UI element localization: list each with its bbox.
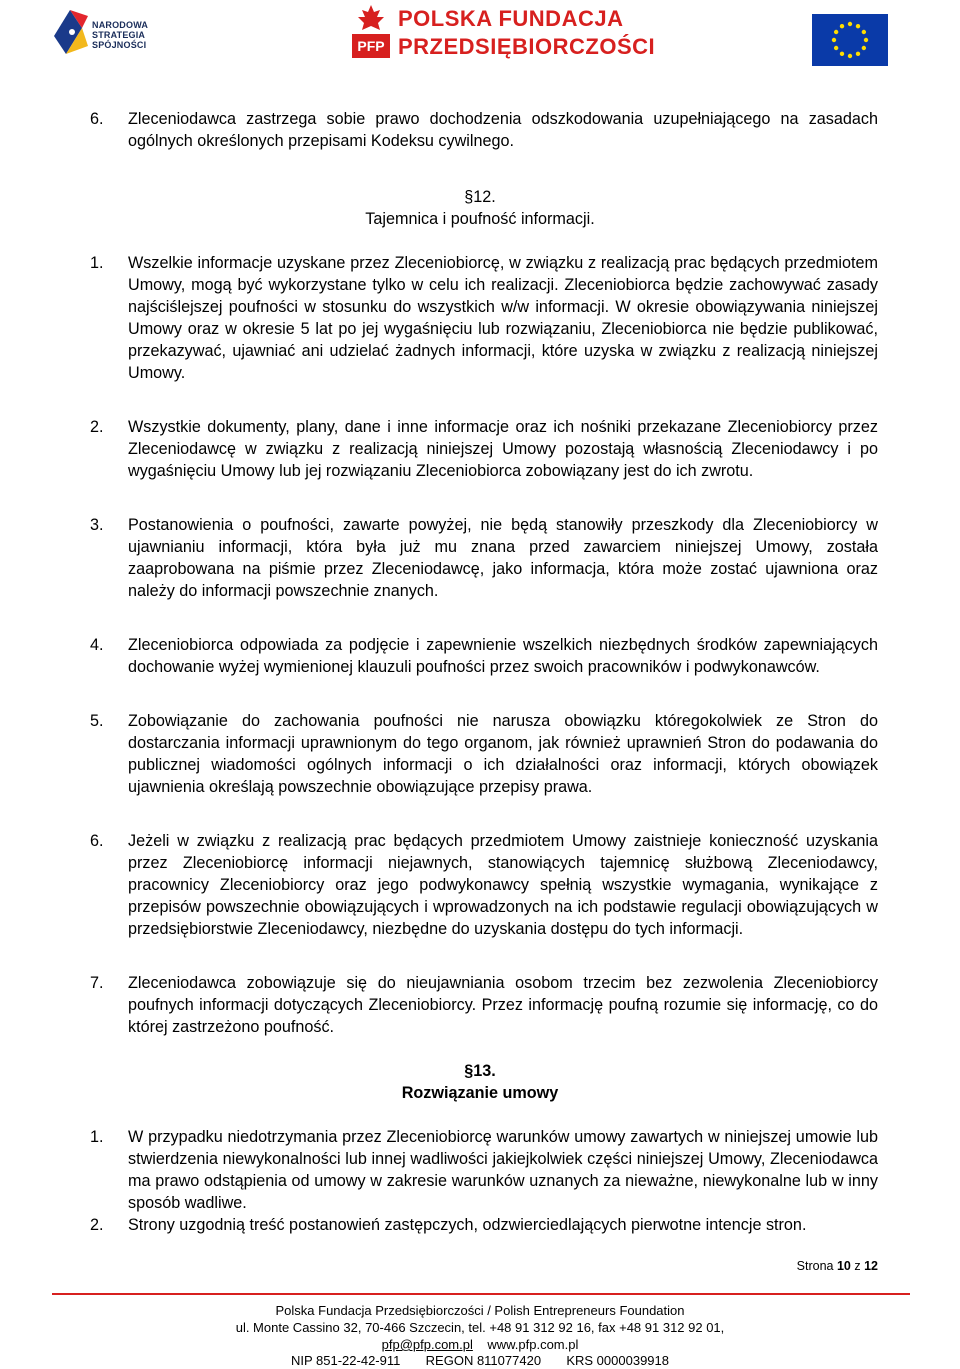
list-item-number: 5. bbox=[90, 712, 104, 730]
list-item-number: 3. bbox=[90, 516, 104, 534]
logo-pfp bbox=[352, 4, 656, 62]
footer-line2: ul. Monte Cassino 32, 70-466 Szczecin, tel. +48 91 312 92 16, fax +48 91 312 92 01, bbox=[235, 1320, 725, 1335]
list-item-text: Zleceniodawca zobowiązuje się do nieujawniania osobom trzecim bez zezwolenia Zleceniobiorcy poufnych informacji dotyczących Zleceniobiorcy. Przez informację poufną rozumie się informację, co do której zastrzeżono poufność. bbox=[128, 974, 878, 1036]
list-item bbox=[90, 416, 878, 482]
eu-star bbox=[848, 54, 852, 58]
list-item-text: Postanowienia o poufności, zawarte powyżej, nie będą stanowiły przeszkody dla Zleceniobiorcy w ujawnianiu informacji, która była już mu znana przed zawarciem niniejszej Umowy, została zaaprobowana na piśmie przez Zleceniodawcę, jako informacja, która może zostać ujawniona oraz należy do informacji powszechnie znanych. bbox=[128, 516, 878, 600]
pfp-mark: PFP bbox=[352, 34, 390, 58]
list-item bbox=[90, 1126, 878, 1214]
list-item bbox=[90, 252, 878, 384]
footer-email-link[interactable]: pfp@pfp.com.pl bbox=[381, 1337, 473, 1352]
eu-star bbox=[834, 30, 838, 34]
list-item bbox=[90, 710, 878, 798]
page-sep: z bbox=[854, 1259, 861, 1273]
page-current: 10 bbox=[836, 1259, 851, 1273]
list-item-text: Wszystkie dokumenty, plany, dane i inne informacje oraz ich nośniki przekazane Zleceniobiorcy przez Zleceniodawcę w związku z realizacją niniejszej Umowy pozostają własnością Zleceniodawcy i po wygaśnięciu Umowy lub jej rozwiązaniu Zleceniobiorca zobowiązany jest do ich zwrotu. bbox=[128, 418, 878, 480]
list-item-text: Wszelkie informacje uzyskane przez Zleceniobiorcę, w związku z realizacją prac będących przedmiotem Umowy, mogą być wykorzystane tylko w celu ich realizacji. Zleceniobiorca będzie zachowywać zasady najściślejszej poufności w stosunku do wszystkich w/w informacji. W okresie obowiązywania niniejszej Umowy oraz w okresie 5 lat po jej wygaśnięciu lub rozwiązaniu, Zleceniobiorca nie będzie publikować, przekazywać, ujawniać ani udzielać żadnych informacji, które uzyska w związku z realizacją niniejszej Umowy. bbox=[128, 254, 878, 382]
list-item bbox=[90, 514, 878, 602]
page-label: Strona bbox=[796, 1259, 834, 1273]
list-item-number: 1. bbox=[90, 254, 104, 272]
eu-star bbox=[856, 52, 860, 56]
logo-center-line1: POLSKA FUNDACJA bbox=[398, 6, 624, 31]
footer-line1: Polska Fundacja Przedsiębiorczości / Polish Entrepreneurs Foundation bbox=[275, 1303, 685, 1318]
section-title: Tajemnica i poufność informacji. bbox=[365, 210, 595, 228]
footer-web: www.pfp.com.pl bbox=[487, 1337, 579, 1352]
footer-krs: KRS 0000039918 bbox=[566, 1353, 669, 1368]
eu-star bbox=[848, 22, 852, 26]
list-item-number: 1. bbox=[90, 1128, 104, 1146]
list-item-number: 2. bbox=[90, 1216, 104, 1234]
list-item-number: 6. bbox=[90, 832, 104, 850]
list-item-number: 2. bbox=[90, 418, 104, 436]
section-number: §12. bbox=[464, 188, 496, 206]
eu-star bbox=[862, 30, 866, 34]
list-item bbox=[90, 830, 878, 940]
ns-emblem-icon bbox=[52, 6, 92, 58]
eu-star bbox=[834, 46, 838, 50]
eu-star bbox=[832, 38, 836, 42]
section-number: §13. bbox=[464, 1062, 496, 1080]
list-item-number: 7. bbox=[90, 974, 104, 992]
list-item bbox=[90, 634, 878, 678]
maple-leaf-icon bbox=[356, 4, 386, 34]
list-item-text: Strony uzgodnią treść postanowień zastępczych, odzwierciedlających pierwotne intencje stron. bbox=[128, 1216, 807, 1234]
page-total: 12 bbox=[864, 1259, 878, 1273]
section-title: Rozwiązanie umowy bbox=[401, 1084, 559, 1102]
eu-star bbox=[864, 38, 868, 42]
list-item-text: Zleceniodawca zastrzega sobie prawo dochodzenia odszkodowania uzupełniającego na zasadach ogólnych określonych przepisami Kodeksu cywilnego. bbox=[128, 110, 878, 150]
list-item bbox=[90, 1214, 878, 1236]
eu-star bbox=[862, 46, 866, 50]
footer-registry bbox=[0, 1352, 960, 1369]
footer-regon: REGON 811077420 bbox=[425, 1353, 542, 1368]
eu-flag-icon bbox=[812, 14, 888, 66]
list-item-text: Zobowiązanie do zachowania poufności nie narusza obowiązku któregokolwiek ze Stron do dostarczania informacji uprawnionym do tego organom, jak również uprawnień Stron do podawania do publicznej wiadomości ogólnych informacji o ich działalności oraz informacji, których obowiązek ujawnienia określają powszechnie obowiązujące przepisy prawa. bbox=[128, 712, 878, 796]
page-number bbox=[797, 1259, 878, 1273]
footer-nip: NIP 851-22-42-911 bbox=[290, 1353, 401, 1368]
list-item-number: 6. bbox=[90, 110, 104, 128]
list-item-number: 4. bbox=[90, 636, 104, 654]
eu-star bbox=[840, 24, 844, 28]
list-item bbox=[90, 972, 878, 1038]
list-item-text: Jeżeli w związku z realizacją prac będących przedmiotem Umowy zaistnieje konieczność uzyskania przez Zleceniobiorcę informacji niejawnych, stanowiących tajemnicę służbową Zleceniodawcy, pracownicy Zleceniobiorcy oraz jego podwykonawcy spełnią wszystkie wymagania, wynikające z przepisów powszechnie obowiązujących i wprowadzonych na ich podstawie regulacji obowiązujących w przedsiębiorstwie Zleceniodawcy, niezbędne do uzyskania dostępu do tych informacji. bbox=[128, 832, 878, 938]
footer-divider bbox=[52, 1293, 910, 1295]
list-item bbox=[90, 108, 878, 152]
logo-narodowa-strategia bbox=[52, 6, 192, 58]
logo-left-text: NARODOWA STRATEGIA SPÓJNOŚCI bbox=[92, 20, 149, 50]
footer-contact bbox=[0, 1336, 960, 1353]
eu-star bbox=[840, 52, 844, 56]
list-item-text: Zleceniobiorca odpowiada za podjęcie i zapewnienie wszelkich niezbędnych środków zapewniających dochowanie wyżej wymienionej klauzuli poufności przez swoich pracowników i podwykonawców. bbox=[128, 636, 878, 676]
eu-star bbox=[856, 24, 860, 28]
logo-center-line2: PRZEDSIĘBIORCZOŚCI bbox=[398, 34, 656, 59]
list-item-text: W przypadku niedotrzymania przez Zleceniobiorcę warunków umowy zawartych w niniejszej umowie lub stwierdzenia niewykonalności lub innej wadliwości jakiejkolwiek części niniejszej Umowy, Zleceniodawca ma prawo odstąpienia od umowy w zakresie warunków uznanych za nieważne, niewykonalne lub w inny sposób wadliwe. bbox=[128, 1128, 878, 1212]
